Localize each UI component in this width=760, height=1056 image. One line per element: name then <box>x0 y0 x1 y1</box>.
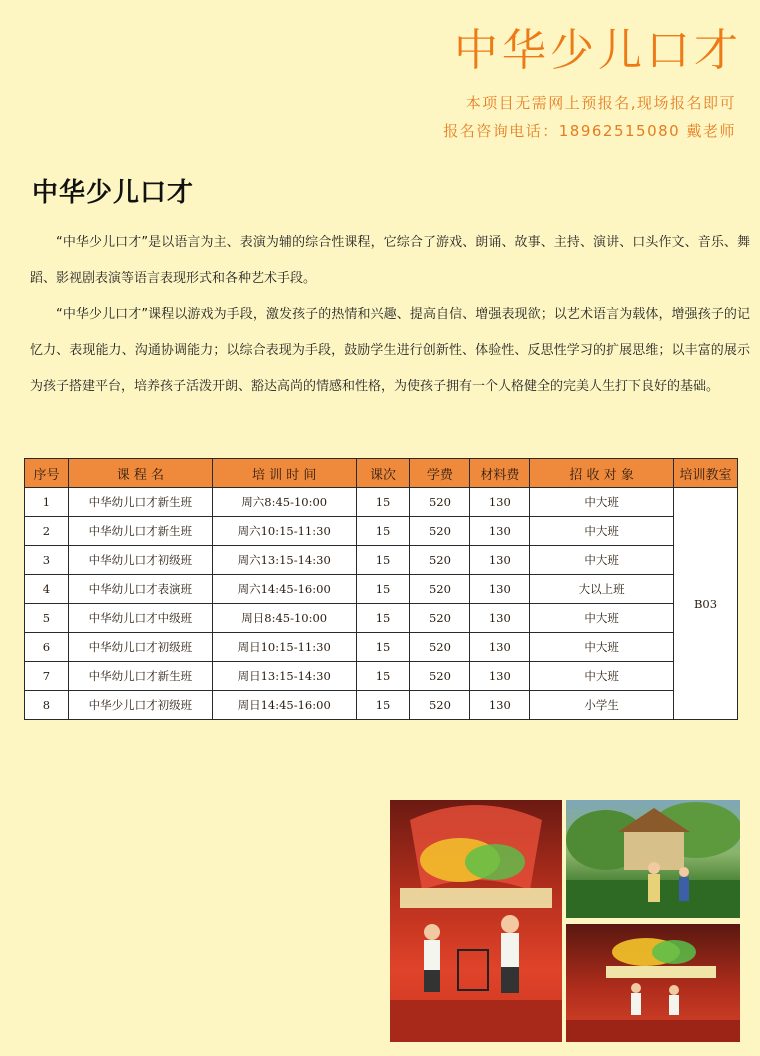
table-row <box>25 575 738 604</box>
cell-material-fee: 130 <box>470 575 530 604</box>
cell-index: 4 <box>25 575 69 604</box>
table-row <box>25 546 738 575</box>
cell-time: 周日8:45-10:00 <box>212 604 356 633</box>
description-paragraph-1: “中华少儿口才”是以语言为主、表演为辅的综合性课程，它综合了游戏、朗诵、故事、主持、演讲、口头作文、音乐、舞蹈、影视剧表演等语言表现形式和各种艺术手段。 <box>30 235 750 286</box>
table-row <box>25 691 738 720</box>
cell-sessions: 15 <box>356 575 410 604</box>
cell-time: 周日10:15-11:30 <box>212 633 356 662</box>
cell-tuition: 520 <box>410 691 470 720</box>
header-target: 招 收 对 象 <box>530 459 674 488</box>
cell-tuition: 520 <box>410 604 470 633</box>
cell-time: 周六14:45-16:00 <box>212 575 356 604</box>
description-paragraph-2: “中华少儿口才”课程以游戏为手段，激发孩子的热情和兴趣、提高自信、增强表现欲；以艺术语言为载体，增强孩子的记忆力、表现能力、沟通协调能力；以综合表现为手段，鼓励学生进行创新性、体验性、反思性学习的扩展思维；以丰富的展示为孩子搭建平台，培养孩子活泼开朗、豁达高尚的情感和性格，为使孩子拥有一个人格健全的完美人生打下良好的基础。 <box>30 307 750 394</box>
cell-index: 1 <box>25 488 69 517</box>
cell-time: 周六10:15-11:30 <box>212 517 356 546</box>
cell-target: 小学生 <box>530 691 674 720</box>
cell-target: 大以上班 <box>530 575 674 604</box>
cell-material-fee: 130 <box>470 662 530 691</box>
cell-target: 中大班 <box>530 604 674 633</box>
cell-material-fee: 130 <box>470 488 530 517</box>
cell-target: 中大班 <box>530 546 674 575</box>
cell-sessions: 15 <box>356 604 410 633</box>
cell-sessions: 15 <box>356 488 410 517</box>
section-title: 中华少儿口才 <box>32 178 195 208</box>
cell-index: 5 <box>25 604 69 633</box>
cell-tuition: 520 <box>410 662 470 691</box>
course-description <box>30 225 750 405</box>
cell-target: 中大班 <box>530 633 674 662</box>
cell-course-name: 中华幼儿口才初级班 <box>68 546 212 575</box>
header-title: 中华少儿口才 <box>454 25 742 76</box>
cell-course-name: 中华幼儿口才表演班 <box>68 575 212 604</box>
table-row <box>25 662 738 691</box>
header-sessions: 课次 <box>356 459 410 488</box>
cell-course-name: 中华少儿口才初级班 <box>68 691 212 720</box>
cell-target: 中大班 <box>530 517 674 546</box>
cell-tuition: 520 <box>410 633 470 662</box>
cell-index: 2 <box>25 517 69 546</box>
table-row <box>25 517 738 546</box>
cell-course-name: 中华幼儿口才新生班 <box>68 517 212 546</box>
header-material-fee: 材料费 <box>470 459 530 488</box>
cell-time: 周六8:45-10:00 <box>212 488 356 517</box>
cell-index: 6 <box>25 633 69 662</box>
cell-sessions: 15 <box>356 633 410 662</box>
header-index: 序号 <box>25 459 69 488</box>
fairytale-play-photo <box>566 800 740 918</box>
cell-material-fee: 130 <box>470 517 530 546</box>
header-time: 培 训 时 间 <box>212 459 356 488</box>
cell-target: 中大班 <box>530 488 674 517</box>
cell-target: 中大班 <box>530 662 674 691</box>
cell-index: 3 <box>25 546 69 575</box>
table-header-row <box>25 459 738 488</box>
table-row <box>25 488 738 517</box>
cell-sessions: 15 <box>356 546 410 575</box>
cell-material-fee: 130 <box>470 633 530 662</box>
cell-material-fee: 130 <box>470 546 530 575</box>
cell-time: 周日13:15-14:30 <box>212 662 356 691</box>
cell-tuition: 520 <box>410 575 470 604</box>
cell-tuition: 520 <box>410 517 470 546</box>
cell-time: 周六13:15-14:30 <box>212 546 356 575</box>
cell-tuition: 520 <box>410 546 470 575</box>
course-schedule-table <box>24 458 738 720</box>
cell-index: 8 <box>25 691 69 720</box>
cell-material-fee: 130 <box>470 691 530 720</box>
stage-performance-photo <box>390 800 562 1042</box>
cell-course-name: 中华幼儿口才新生班 <box>68 662 212 691</box>
cell-sessions: 15 <box>356 662 410 691</box>
cell-tuition: 520 <box>410 488 470 517</box>
table-row <box>25 604 738 633</box>
header-course-name: 课 程 名 <box>68 459 212 488</box>
cell-sessions: 15 <box>356 517 410 546</box>
cell-index: 7 <box>25 662 69 691</box>
cell-course-name: 中华幼儿口才新生班 <box>68 488 212 517</box>
cell-classroom: B03 <box>673 488 737 720</box>
cell-course-name: 中华幼儿口才中级班 <box>68 604 212 633</box>
registration-note: 本项目无需网上预报名,现场报名即可 <box>465 94 736 112</box>
cell-sessions: 15 <box>356 691 410 720</box>
cell-material-fee: 130 <box>470 604 530 633</box>
stage-duo-photo <box>566 924 740 1042</box>
cell-course-name: 中华幼儿口才初级班 <box>68 633 212 662</box>
cell-time: 周日14:45-16:00 <box>212 691 356 720</box>
contact-phone: 报名咨询电话：18962515080 戴老师 <box>443 122 736 140</box>
table-row <box>25 633 738 662</box>
header-classroom: 培训教室 <box>673 459 737 488</box>
header-tuition: 学费 <box>410 459 470 488</box>
